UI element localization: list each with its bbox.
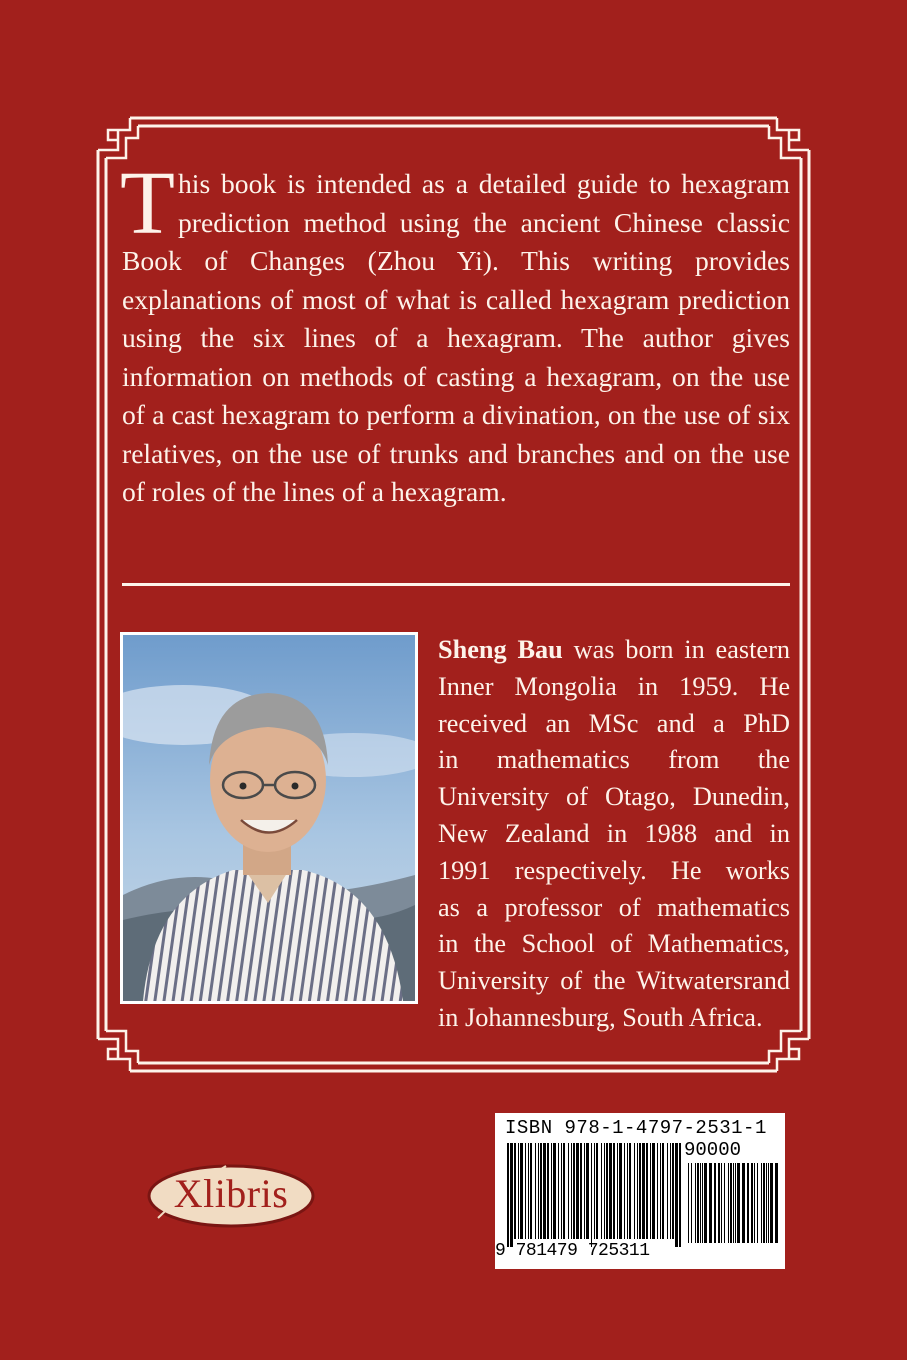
author-bio xyxy=(438,632,790,1037)
publisher-logo xyxy=(146,1160,316,1230)
barcode-digits: 9 781479 725311 xyxy=(495,1241,650,1261)
bio-line: received an MSc and a PhD xyxy=(438,708,790,738)
bio-line: in mathematics from the xyxy=(438,745,790,775)
logo-text: Xlibris xyxy=(173,1171,289,1216)
book-description xyxy=(120,154,790,512)
bio-line: in Johannesburg, South Africa. xyxy=(438,1002,763,1032)
author-name: Sheng Bau xyxy=(438,635,563,664)
bio-line: University of the Witwatersrand xyxy=(438,966,790,996)
bio-line: New Zealand in 1988 and in xyxy=(438,818,790,848)
bio-line: in the School of Mathematics, xyxy=(438,929,790,959)
isbn-barcode xyxy=(495,1113,785,1269)
price-code: 90000 xyxy=(684,1139,742,1161)
author-photo xyxy=(120,632,418,1004)
bio-line: Sheng Bau was born in eastern xyxy=(438,635,790,664)
drop-cap: T xyxy=(120,154,175,253)
bio-line: 1991 respectively. He works xyxy=(438,855,790,885)
bio-line: as a professor of mathematics xyxy=(438,892,790,922)
description-text: his book is intended as a detailed guide to hexagram prediction method using the ancient Chinese classic Book of Changes (Zhou Yi). This writing provides explanations of most of what is called hexagram prediction using the six lines of a hexagram. The author gives information on methods of casting a hexagram, on the use of a cast hexagram to perform a divination, on the use of six relatives, on the use of trunks and branches and on the use of roles of the lines of a hexagram. xyxy=(122,168,790,507)
isbn-number: ISBN 978-1-4797-2531-1 xyxy=(505,1117,767,1139)
bio-line: University of Otago, Dunedin, xyxy=(438,782,790,812)
section-divider xyxy=(122,583,790,586)
author-portrait-image xyxy=(123,635,415,1001)
bio-line: Inner Mongolia in 1959. He xyxy=(438,671,790,701)
